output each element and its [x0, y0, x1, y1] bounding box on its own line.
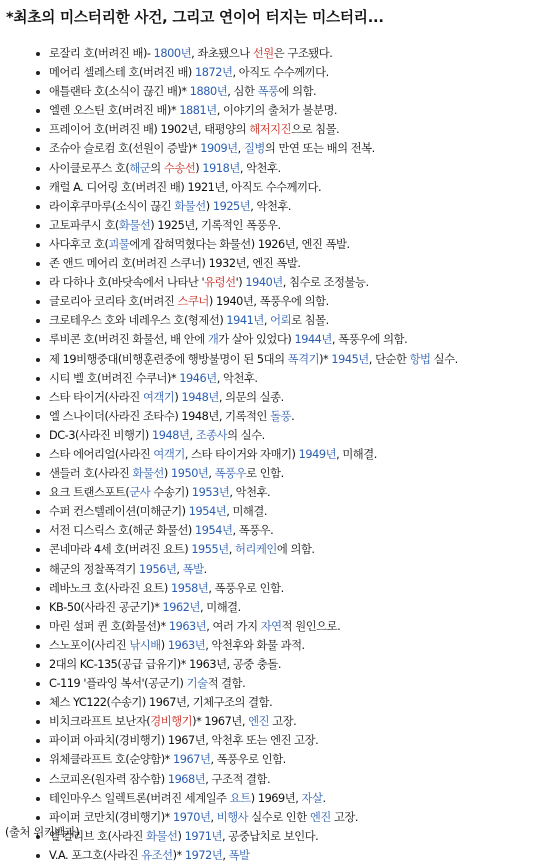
item-text: 비치크라프트 보난자(: [49, 715, 151, 729]
item-text: 스타 에어리얼(사라진: [49, 447, 154, 461]
item-text: 은 구조됐다.: [273, 47, 333, 60]
item-text: 제 19비행중대(비행훈련중에 행방불명이 된 5대의: [49, 352, 288, 366]
bullet-icon: [36, 415, 40, 419]
bullet-icon: [36, 147, 40, 151]
item-text: ,: [208, 467, 215, 481]
list-item: [36, 120, 551, 139]
item-text: 으로 침몰.: [291, 123, 340, 137]
item-text: 에 의함.: [276, 543, 315, 557]
item-text: 루비콘 호(버려진 화물선, 배 안에: [49, 333, 208, 347]
item-text: )*: [172, 848, 185, 862]
wiki-link[interactable]: 1963년: [168, 619, 207, 633]
list-item: [36, 330, 551, 349]
wiki-link[interactable]: 1880년: [189, 85, 228, 99]
wiki-link[interactable]: 여객기: [153, 447, 185, 461]
list-item: [36, 292, 551, 311]
item-text: , 폭풍우.: [232, 524, 274, 538]
list-item: [36, 540, 551, 559]
item-text: ) 1925년, 기록적인 폭풍우.: [150, 218, 281, 232]
item-text: .: [291, 409, 295, 423]
item-text: 엘 칼리브 호(사라진: [49, 829, 147, 843]
list-item: [36, 579, 551, 598]
wiki-link[interactable]: 1963년: [167, 638, 206, 652]
bullet-icon: [36, 758, 40, 762]
item-text: , 심한: [227, 85, 258, 99]
wiki-link[interactable]: 질병: [243, 142, 265, 156]
wiki-link[interactable]: 자연: [260, 619, 282, 633]
bullet-icon: [36, 434, 40, 438]
item-text: .: [322, 791, 326, 805]
list-item: [36, 350, 551, 369]
list-item: [36, 178, 551, 197]
bullet-icon: [36, 71, 40, 75]
bullet-icon: [36, 319, 40, 323]
list-item: [36, 407, 551, 426]
item-text: 로잘리 호(버려진 배)-: [49, 47, 154, 60]
wiki-link[interactable]: 유조선: [141, 848, 173, 862]
list-item: [36, 216, 551, 235]
wiki-link[interactable]: 엔진: [248, 715, 270, 729]
list-item: [36, 426, 551, 445]
item-text: ,: [189, 428, 196, 442]
wiki-link[interactable]: 요트: [229, 791, 251, 805]
wiki-link[interactable]: 화물선: [174, 199, 206, 213]
wiki-link[interactable]: 허리케인: [235, 543, 277, 557]
item-text: 고장.: [330, 810, 359, 824]
bullet-icon: [36, 338, 40, 342]
wiki-link[interactable]: 여객기: [142, 390, 175, 404]
bullet-icon: [36, 491, 40, 495]
list-item: [36, 674, 551, 693]
list-item: [36, 789, 551, 808]
list-item: [36, 139, 551, 158]
item-text: KB-50(사라진 공군기)*: [49, 600, 163, 614]
wiki-link[interactable]: 1955년: [191, 543, 229, 557]
wiki-link[interactable]: 화물선: [132, 467, 164, 481]
item-text: , 여러 가지: [206, 619, 261, 633]
bullet-icon: [36, 243, 40, 247]
wiki-link[interactable]: 1950년: [170, 467, 209, 481]
list-item: [36, 273, 551, 292]
list-item: [36, 770, 551, 789]
wiki-link[interactable]: 낚시배: [129, 638, 161, 652]
item-text: ,: [228, 543, 236, 557]
list-item: [36, 388, 551, 407]
bullet-icon: [36, 205, 40, 209]
item-text: 실수.: [430, 352, 458, 366]
bullet-icon: [36, 128, 40, 132]
wiki-link[interactable]: 1972년: [184, 848, 223, 862]
item-text: 의: [150, 161, 164, 175]
item-text: 시티 벨 호(버려진 수쿠너)*: [49, 371, 180, 385]
bullet-icon: [36, 52, 40, 56]
bullet-icon: [36, 358, 40, 362]
wiki-link[interactable]: 1948년: [152, 428, 190, 442]
list-item: [36, 464, 551, 483]
item-text: , 폭풍우로 인함.: [208, 581, 284, 595]
item-text: 스타 타이거(사라진: [49, 390, 143, 404]
bullet-icon: [36, 548, 40, 552]
item-text: , 이야기의 출처가 불분명.: [216, 104, 338, 118]
bullet-icon: [36, 606, 40, 610]
item-text: , 침수로 조정불능.: [282, 276, 369, 290]
wiki-link[interactable]: 1953년: [191, 486, 230, 500]
bullet-icon: [36, 109, 40, 113]
wiki-link[interactable]: 1956년: [139, 562, 177, 576]
item-text: '): [235, 276, 246, 290]
item-text: , 폭풍우로 인함.: [210, 753, 286, 767]
bullet-icon: [36, 453, 40, 457]
bullet-icon: [36, 816, 40, 820]
item-text: ): [163, 467, 171, 481]
item-text: ): [160, 638, 168, 652]
wiki-link[interactable]: 화물선: [118, 218, 151, 232]
item-text: 콘네마라 4세 호(버려진 요트): [49, 543, 192, 557]
wiki-link[interactable]: 폭풍우: [214, 467, 247, 481]
list-item: [36, 750, 551, 769]
item-text: , 폭풍우에 의함.: [331, 333, 408, 347]
item-text: 메어리 셀레스테 호(버려진 배): [49, 66, 196, 80]
item-text: 에 의함.: [278, 85, 317, 99]
wiki-link[interactable]: 수송선: [163, 161, 196, 175]
bullet-icon: [36, 778, 40, 782]
wiki-link[interactable]: 선원: [252, 47, 274, 60]
wiki-link[interactable]: 해군: [129, 161, 151, 175]
item-text: 적 원인으로.: [281, 619, 341, 633]
wiki-link[interactable]: 자살: [301, 791, 323, 805]
item-text: .: [203, 562, 207, 576]
item-text: C-119 '플라잉 복서'(공군기): [49, 677, 187, 691]
wiki-link[interactable]: 1967년: [173, 753, 211, 767]
item-text: , 스타 타이거와 자매기): [184, 447, 299, 461]
wiki-link[interactable]: 1909년: [200, 142, 238, 156]
wiki-link[interactable]: 1949년: [298, 447, 337, 461]
bullet-icon: [36, 510, 40, 514]
list-item: [36, 502, 551, 521]
list-item: [36, 483, 551, 502]
bullet-icon: [36, 663, 40, 667]
bullet-icon: [36, 472, 40, 476]
wiki-link[interactable]: 1968년: [167, 772, 206, 786]
item-text: 프레이어 호(버려진 배) 1902년, 태평양의: [49, 123, 250, 137]
bullet-icon: [36, 701, 40, 705]
bullet-icon: [36, 186, 40, 190]
item-text: 수퍼 컨스텔레이션(미해군기): [49, 505, 189, 519]
item-text: , 공중납치로 보인다.: [222, 829, 319, 843]
bullet-icon: [36, 224, 40, 228]
item-text: 엘 스나이더(사라진 조타수) 1948년, 기록적인: [49, 409, 271, 423]
wiki-link[interactable]: 해저지진: [249, 123, 292, 137]
bullet-icon: [36, 720, 40, 724]
item-text: 엘렌 오스틴 호(버려진 배)*: [49, 104, 180, 118]
item-text: ): [205, 199, 213, 213]
item-text: 로 인함.: [246, 467, 284, 481]
list-item: [36, 101, 551, 120]
item-text: ,: [222, 848, 229, 862]
item-text: , 악천후.: [216, 371, 258, 385]
item-text: 존 앤드 메어리 호(버려진 스쿠너) 1932년, 엔진 폭발.: [49, 257, 301, 271]
item-text: 위체클라프트 호(순양함)*: [49, 753, 174, 767]
list-item: [36, 369, 551, 388]
bullet-icon: [36, 529, 40, 533]
wiki-link[interactable]: 기술: [186, 677, 208, 691]
item-text: ) 1969년,: [250, 791, 302, 805]
bullet-icon: [36, 262, 40, 266]
item-text: 사다후코 호(: [49, 237, 109, 251]
wiki-link[interactable]: 1918년: [202, 161, 240, 175]
item-text: 조슈아 슬로컴 호(선원이 증발)*: [49, 142, 201, 156]
list-item: [36, 560, 551, 579]
wiki-link[interactable]: 항법: [409, 352, 431, 366]
item-text: , 미해결.: [226, 505, 267, 519]
list-item: [36, 44, 551, 63]
list-item: [36, 254, 551, 273]
list-item: [36, 636, 551, 655]
wiki-link[interactable]: 화물선: [146, 829, 178, 843]
item-text: ): [195, 161, 203, 175]
item-text: 샌들러 호(사라진: [49, 467, 133, 481]
wiki-link[interactable]: 1940년: [245, 276, 283, 290]
bullet-icon: [36, 587, 40, 591]
item-text: ,: [210, 810, 217, 824]
list-item: [36, 197, 551, 216]
wiki-link[interactable]: 1944년: [294, 333, 332, 347]
wiki-link[interactable]: 어뢰: [270, 314, 292, 328]
page-title: *최초의 미스터리한 사건, 그리고 연이어 터지는 미스터리...: [6, 9, 384, 26]
item-text: DC-3(사라진 비행기): [49, 428, 153, 442]
list-item: [36, 235, 551, 254]
wiki-link[interactable]: 1948년: [181, 390, 219, 404]
item-text: , 미해결.: [199, 600, 241, 614]
item-text: 에게 잡혀먹혔다는 화물선) 1926년, 엔진 폭발.: [129, 237, 350, 251]
wiki-link[interactable]: 1971년: [184, 829, 223, 843]
item-text: 체스 YC122(수송기) 1967년, 기체구조의 결함.: [49, 696, 273, 710]
incident-list: [36, 44, 551, 865]
item-text: , 악천후.: [239, 161, 281, 175]
wiki-link[interactable]: 비행사: [216, 810, 249, 824]
wiki-link[interactable]: 1970년: [173, 810, 211, 824]
item-text: ) 1940년, 폭풍우에 의함.: [208, 295, 329, 309]
item-text: 사이클로푸스 호(: [49, 161, 130, 175]
wiki-link[interactable]: 폭발: [228, 848, 250, 862]
wiki-link[interactable]: 군사: [129, 486, 151, 500]
item-text: ,: [176, 562, 183, 576]
list-item: [36, 808, 551, 827]
item-text: 로 침몰.: [291, 314, 329, 328]
wiki-link[interactable]: 1881년: [179, 104, 217, 118]
wiki-link[interactable]: 1958년: [170, 581, 209, 595]
wiki-link[interactable]: 유령선: [204, 276, 236, 290]
bullet-icon: [36, 797, 40, 801]
list-item: [36, 827, 551, 846]
item-text: , 악천후.: [250, 199, 292, 213]
item-text: 스코피온(원자력 잠수함): [49, 772, 168, 786]
item-text: , 미해결.: [336, 447, 377, 461]
bullet-icon: [36, 739, 40, 743]
list-item: [36, 521, 551, 540]
wiki-link[interactable]: 폭발: [182, 562, 204, 576]
wiki-link[interactable]: 경비행기: [150, 715, 193, 729]
wiki-link[interactable]: 괴물: [108, 237, 130, 251]
item-text: 적 결함.: [207, 677, 246, 691]
source-note: (출처 위키백과): [5, 826, 80, 839]
item-text: )* 1967년,: [192, 715, 249, 729]
wiki-link[interactable]: 조종사: [195, 428, 228, 442]
item-text: 라이후쿠마루(소식이 끊긴: [49, 199, 175, 213]
wiki-link[interactable]: 1962년: [162, 600, 200, 614]
item-text: 가 살아 있었다): [218, 333, 295, 347]
list-item: [36, 159, 551, 178]
list-item: [36, 731, 551, 750]
item-text: 레바노크 호(사라진 요트): [49, 581, 171, 595]
item-text: , 단순한: [368, 352, 410, 366]
wiki-link[interactable]: 폭풍: [257, 85, 279, 99]
wiki-link[interactable]: 스쿠너: [177, 295, 209, 309]
wiki-link[interactable]: 1946년: [179, 371, 217, 385]
item-text: , 악천후와 화물 과적.: [205, 638, 305, 652]
wiki-link[interactable]: 1800년: [153, 47, 192, 60]
bullet-icon: [36, 300, 40, 304]
bullet-icon: [36, 625, 40, 629]
item-text: 수송기): [150, 486, 192, 500]
bullet-icon: [36, 682, 40, 686]
item-text: 실수로 인한: [248, 810, 310, 824]
item-text: 라 다하나 호(바닷속에서 나타난 ': [49, 276, 205, 290]
item-text: 파이퍼 아파치(경비행기) 1967년, 악천후 또는 엔진 고장.: [49, 734, 319, 748]
bullet-icon: [36, 568, 40, 572]
item-text: V.A. 포그호(사라진: [49, 848, 142, 862]
list-item: [36, 712, 551, 731]
wiki-link[interactable]: 1954년: [195, 524, 233, 538]
item-text: 테인마우스 일렉트론(버려진 세계일주: [49, 791, 230, 805]
bullet-icon: [36, 854, 40, 858]
list-item: [36, 82, 551, 101]
list-item: [36, 311, 551, 330]
item-text: , 의문의 실종.: [218, 390, 284, 404]
list-item: [36, 693, 551, 712]
item-text: 고장.: [269, 715, 297, 729]
item-text: , 아직도 수수께끼다.: [232, 66, 329, 80]
item-text: 요크 트랜스포트(: [49, 486, 130, 500]
wiki-link[interactable]: 1954년: [188, 505, 227, 519]
wiki-link[interactable]: 1941년: [226, 314, 264, 328]
item-text: 의 실수.: [227, 428, 265, 442]
bullet-icon: [36, 644, 40, 648]
list-item: [36, 63, 551, 82]
item-text: ,: [237, 142, 244, 156]
item-text: ): [174, 390, 182, 404]
item-text: , 좌초됐으나: [191, 47, 253, 60]
list-item: [36, 598, 551, 617]
wiki-link[interactable]: 1925년: [212, 199, 251, 213]
bullet-icon: [36, 396, 40, 400]
item-text: , 악천후.: [229, 486, 271, 500]
item-text: 애틀랜타 호(소식이 끊긴 배)*: [49, 85, 190, 99]
item-text: 파이퍼 코만치(경비행기)*: [49, 810, 174, 824]
item-text: ): [177, 829, 185, 843]
bullet-icon: [36, 281, 40, 285]
wiki-link[interactable]: 엔진: [309, 810, 331, 824]
wiki-link[interactable]: 개: [207, 333, 219, 347]
bullet-icon: [36, 167, 40, 171]
item-text: 고토파쿠시 호(: [49, 218, 119, 232]
wiki-link[interactable]: 1872년: [195, 66, 233, 80]
item-text: 캐럴 A. 디어링 호(버려진 배) 1921년, 아직도 수수께끼다.: [49, 180, 322, 194]
item-text: 크로테우스 호와 네레우스 호(형제선): [49, 314, 227, 328]
item-text: 서전 디스릭스 호(해군 화물선): [49, 524, 196, 538]
item-text: )*: [319, 352, 332, 366]
bullet-icon: [36, 90, 40, 94]
wiki-link[interactable]: 돌풍: [270, 409, 292, 423]
item-text: 글로리아 코리타 호(버려진: [49, 295, 178, 309]
wiki-link[interactable]: 1945년: [331, 352, 369, 366]
item-text: ,: [263, 314, 271, 328]
item-text: 의 만연 또는 배의 전복.: [264, 142, 375, 156]
list-item: [36, 655, 551, 674]
item-text: 마린 설퍼 퀸 호(화물선)*: [49, 619, 169, 633]
wiki-link[interactable]: 폭격기: [287, 352, 320, 366]
item-text: 스노포이(사리진: [49, 638, 130, 652]
item-text: , 구조적 결함.: [205, 772, 271, 786]
list-item: [36, 846, 551, 865]
item-text: 2대의 KC-135(공급 급유기)* 1963년, 공중 충돌.: [49, 658, 281, 671]
list-item: [36, 617, 551, 636]
item-text: 해군의 정찰폭격기: [49, 562, 139, 576]
list-item: [36, 445, 551, 464]
bullet-icon: [36, 377, 40, 381]
